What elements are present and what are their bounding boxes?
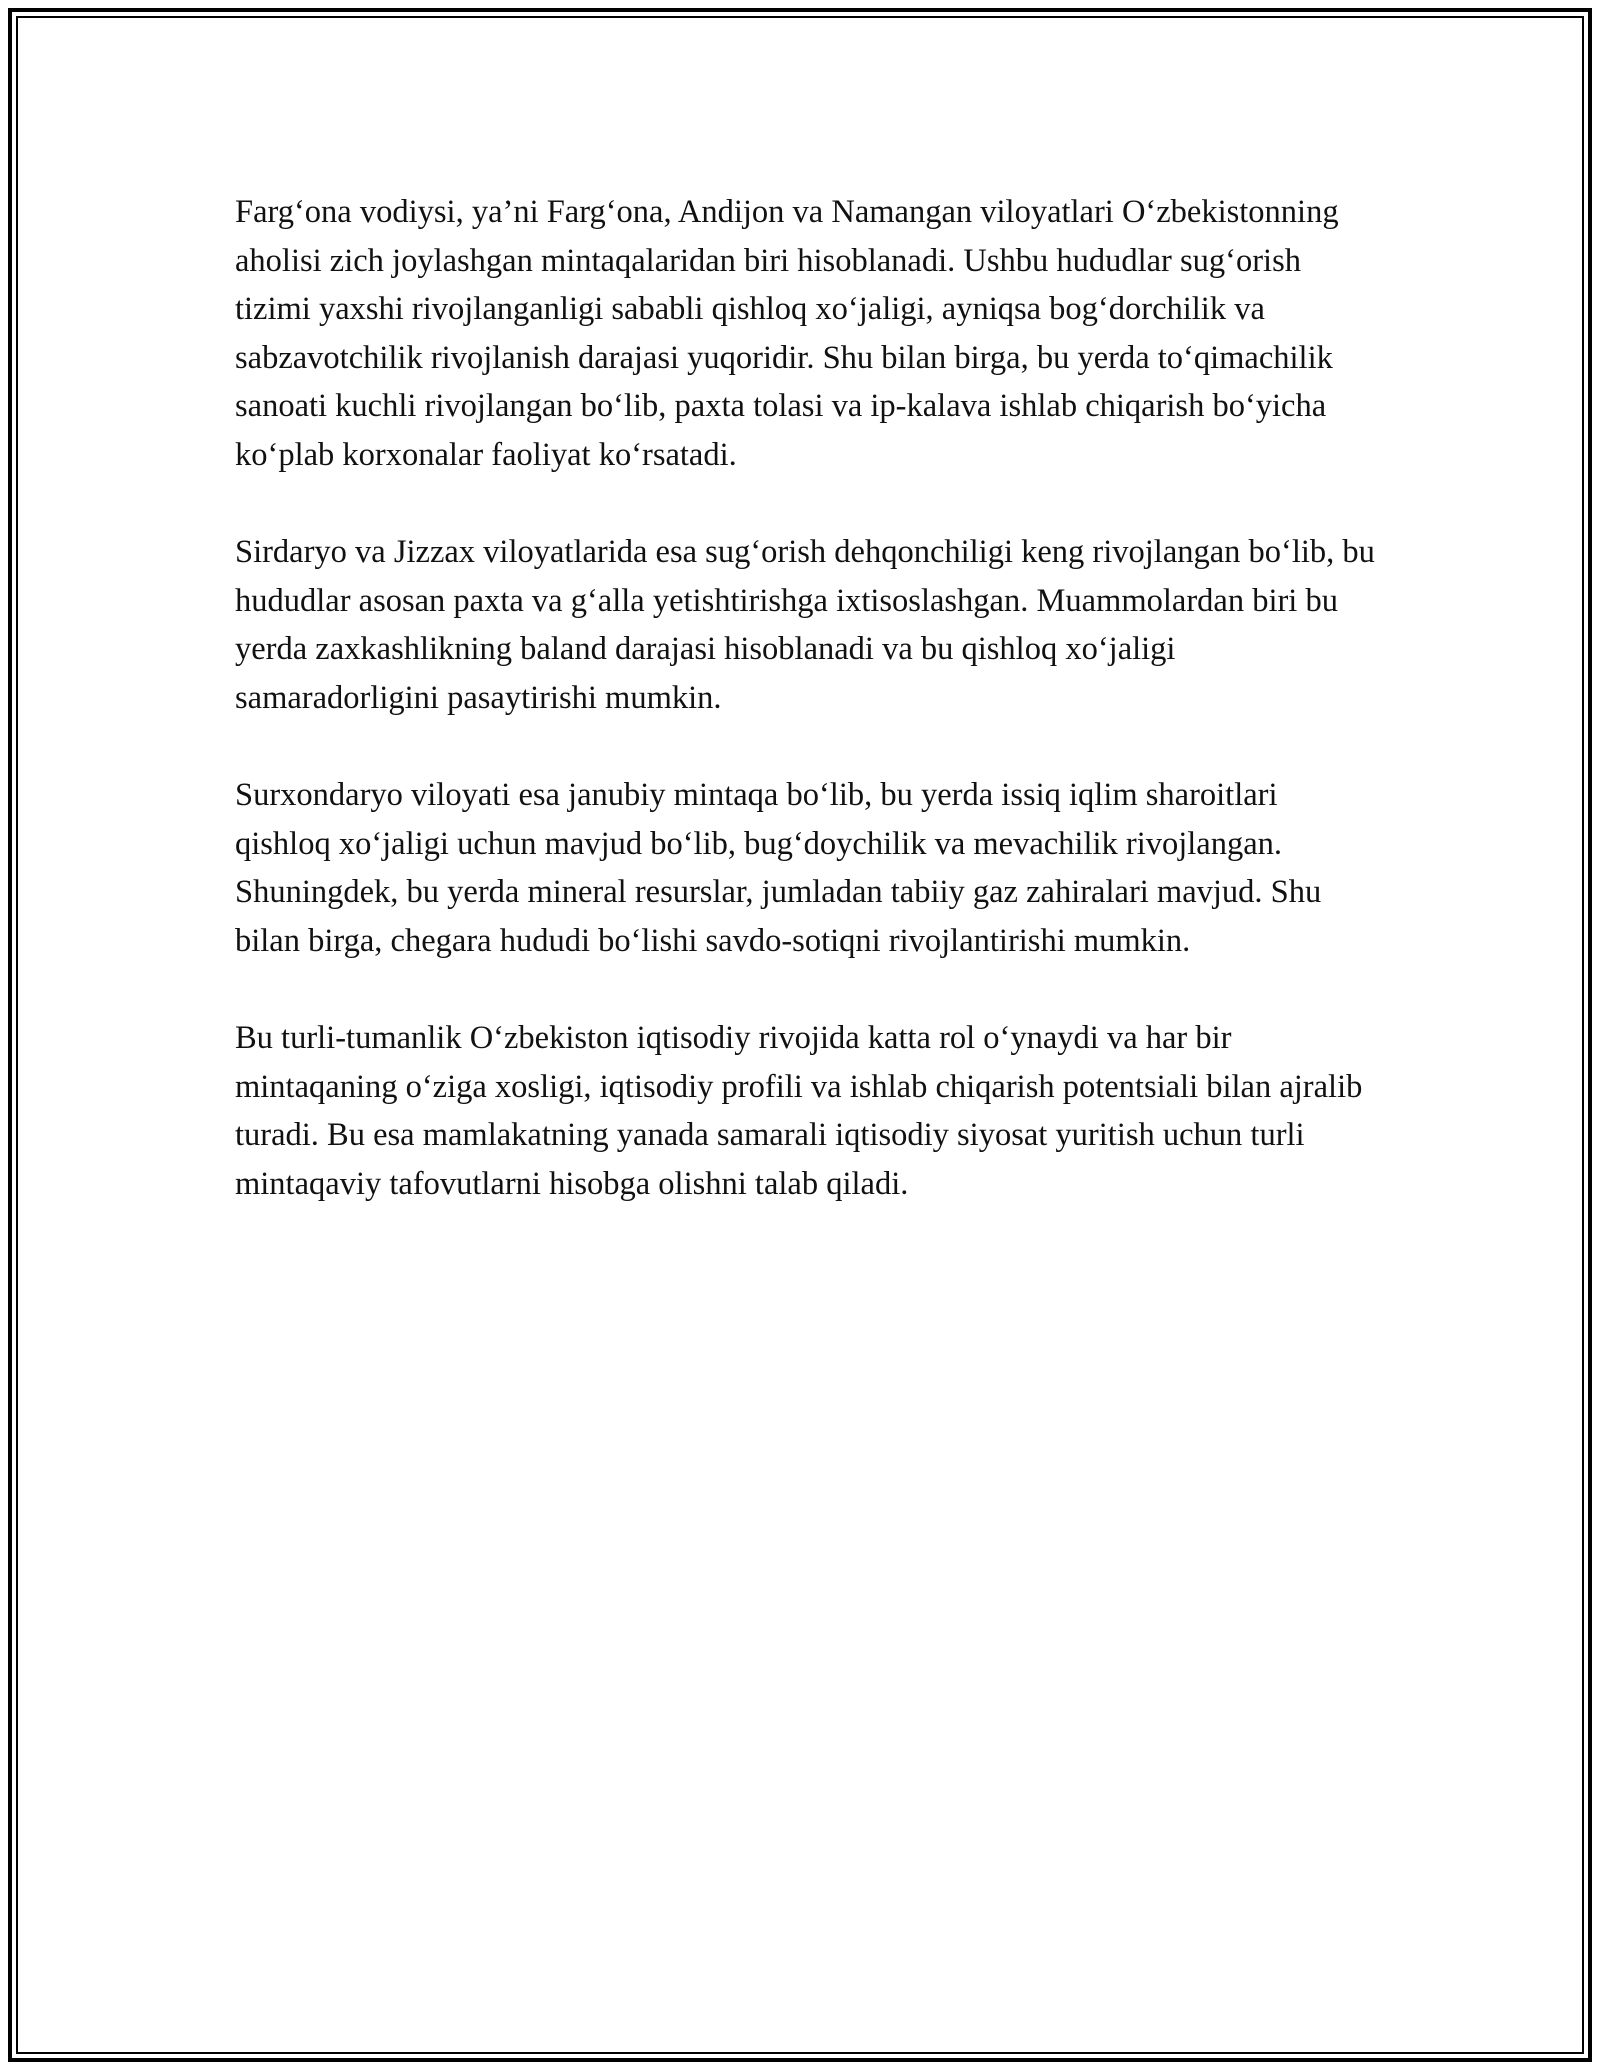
paragraph-surxondaryo: Surxondaryo viloyati esa janubiy mintaqa bo‘lib, bu yerda issiq iqlim sharoitlari qishloq xo‘jaligi uchun mavjud bo‘lib, bug‘doychilik va mevachilik rivojlangan. Shuningdek, bu yerda mineral resurslar, jumladan tabiiy gaz zahiralari mavjud. Shu bilan birga, chegara hududi bo‘lishi savdo-sotiqni rivojlantirishi mumkin.: [235, 777, 1322, 959]
paragraph-conclusion: Bu turli-tumanlik O‘zbekiston iqtisodiy rivojida katta rol o‘ynaydi va har bir mintaqaning o‘ziga xosligi, iqtisodiy profili va ishlab chiqarish potentsiali bilan ajralib turadi. Bu esa mamlakatning yanada samarali iqtisodiy siyosat yuritish uchun turli mintaqaviy tafovutlarni hisobga olishni talab qiladi.: [235, 1020, 1363, 1202]
document-body: [235, 188, 1375, 1257]
paragraph-fergana-valley: Farg‘ona vodiysi, ya’ni Farg‘ona, Andijon va Namangan viloyatlari O‘zbekistonning aholisi zich joylashgan mintaqalaridan biri hisoblanadi. Ushbu hududlar sug‘orish tizimi yaxshi rivojlanganligi sababli qishloq xo‘jaligi, ayniqsa bog‘dorchilik va sabzavotchilik rivojlanish darajasi yuqoridir. Shu bilan birga, bu yerda to‘qimachilik sanoati kuchli rivojlangan bo‘lib, paxta tolasi va ip-kalava ishlab chiqarish bo‘yicha ko‘plab korxonalar faoliyat ko‘rsatadi.: [235, 194, 1339, 473]
paragraph-sirdaryo-jizzax: Sirdaryo va Jizzax viloyatlarida esa sug‘orish dehqonchiligi keng rivojlangan bo‘lib, bu hududlar asosan paxta va g‘alla yetishtirishga ixtisoslashgan. Muammolardan biri bu yerda zaxkashlikning baland darajasi hisoblanadi va bu qishloq xo‘jaligi samaradorligini pasaytirishi mumkin.: [235, 534, 1375, 716]
